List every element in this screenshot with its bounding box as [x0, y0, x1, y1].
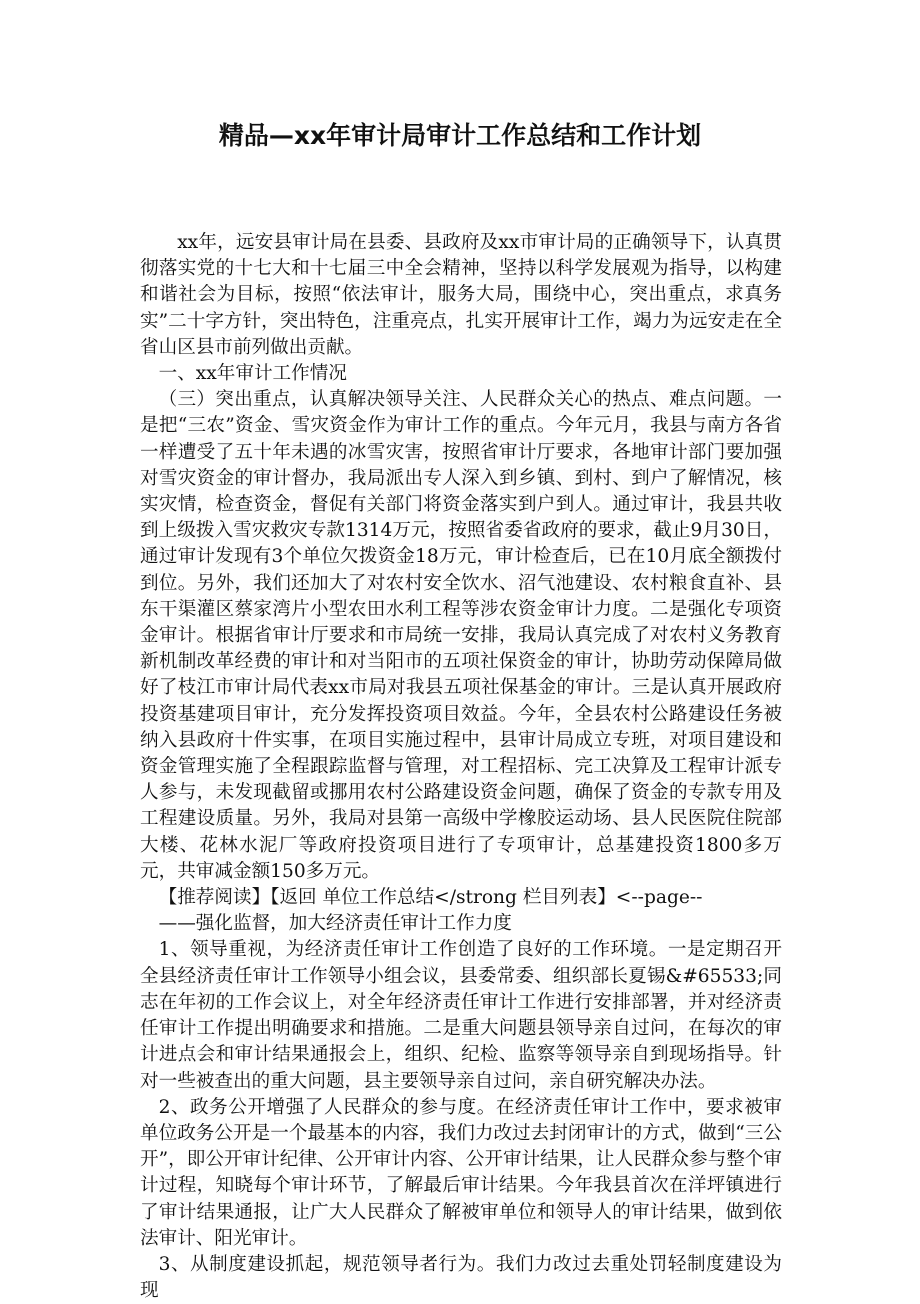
numbered-paragraph-1: 1、领导重视，为经济责任审计工作创造了良好的工作环境。一是定期召开全县经济责任审计工作领导小组会议，县委常委、组织部长夏锡&#65533;同志在年初的工作会议上，对全年经济责任审计工作进行安排部署，并对经济责任审计工作提出明确要求和措施。二是重大问题县领导亲自过问，在每次的审计进点会和审计结果通报会上，组织、纪检、监察等领导亲自到现场指导。针对一些被查出的重大问题，县主要领导亲自过问，亲自研究解决办法。 [140, 939, 782, 1092]
numbered-paragraph-3: 3、从制度建设抓起，规范领导者行为。我们力改过去重处罚轻制度建设为现 [140, 1253, 782, 1302]
subheading: ——强化监督，加大经济责任审计工作力度 [158, 913, 512, 935]
numbered-paragraph-2: 2、政务公开增强了人民群众的参与度。在经济责任审计工作中，要求被审单位政务公开是一个最基本的内容，我们力改过去封闭审计的方式，做到“三公开”，即公开审计纪律、公开审计内容、公开审计结果，让人民群众参与整个审计过程，知晓每个审计环节，了解最后审计结果。今年我县首次在洋坪镇进行了审计结果通报，让广大人民群众了解被审单位和领导人的审计结果，做到依法审计、阳光审计。 [140, 1096, 782, 1249]
recommend-links-line: 【推荐阅读】【返回 单位工作总结</strong 栏目列表】<--page-- [158, 887, 703, 909]
document-body [140, 230, 782, 1304]
section-heading: 一、xx年审计工作情况 [158, 363, 347, 385]
intro-paragraph: xx年，远安县审计局在县委、县政府及xx市审计局的正确领导下，认真贯彻落实党的十七大和十七届三中全会精神，坚持以科学发展观为指导，以构建和谐社会为目标，按照“依法审计，服务大局，围绕中心，突出重点，求真务实”二十字方针，突出特色，注重亮点，扎实开展审计工作，竭力为远安走在全省山区县市前列做出贡献。 [140, 232, 782, 358]
document-title: 精品—xx年审计局审计工作总结和工作计划 [218, 121, 702, 150]
section-paragraph: （三）突出重点，认真解决领导关注、人民群众关心的热点、难点问题。一是把“三农”资金、雪灾资金作为审计工作的重点。今年元月，我县与南方各省一样遭受了五十年未遇的冰雪灾害，按照省审计厅要求，各地审计部门要加强对雪灾资金的审计督办，我局派出专人深入到乡镇、到村、到户了解情况，核实灾情，检查资金，督促有关部门将资金落实到户到人。通过审计，我县共收到上级拨入雪灾救灾专款1314万元，按照省委省政府的要求，截止9月30日，通过审计发现有3个单位欠拨资金18万元，审计检查后，已在10月底全额拨付到位。另外，我们还加大了对农村安全饮水、沼气池建设、农村粮食直补、县东干渠灌区蔡家湾片小型农田水利工程等涉农资金审计力度。二是强化专项资金审计。根据省审计厅要求和市局统一安排，我局认真完成了对农村义务教育新机制改革经费的审计和对当阳市的五项社保资金的审计，协助劳动保障局做好了枝江市审计局代表xx市局对我县五项社保基金的审计。三是认真开展政府投资基建项目审计，充分发挥投资项目效益。今年，全县农村公路建设任务被纳入县政府十件实事，在项目实施过程中，县审计局成立专班，对项目建设和资金管理实施了全程跟踪监督与管理，对工程招标、完工决算及工程审计派专人参与，未发现截留或挪用农村公路建设资金问题，确保了资金的专款专用及工程建设质量。另外，我局对县第一高级中学橡胶运动场、县人民医院住院部大楼、花林水泥厂等政府投资项目进行了专项审计，总基建投资1800多万元，共审减金额150多万元。 [140, 389, 782, 882]
